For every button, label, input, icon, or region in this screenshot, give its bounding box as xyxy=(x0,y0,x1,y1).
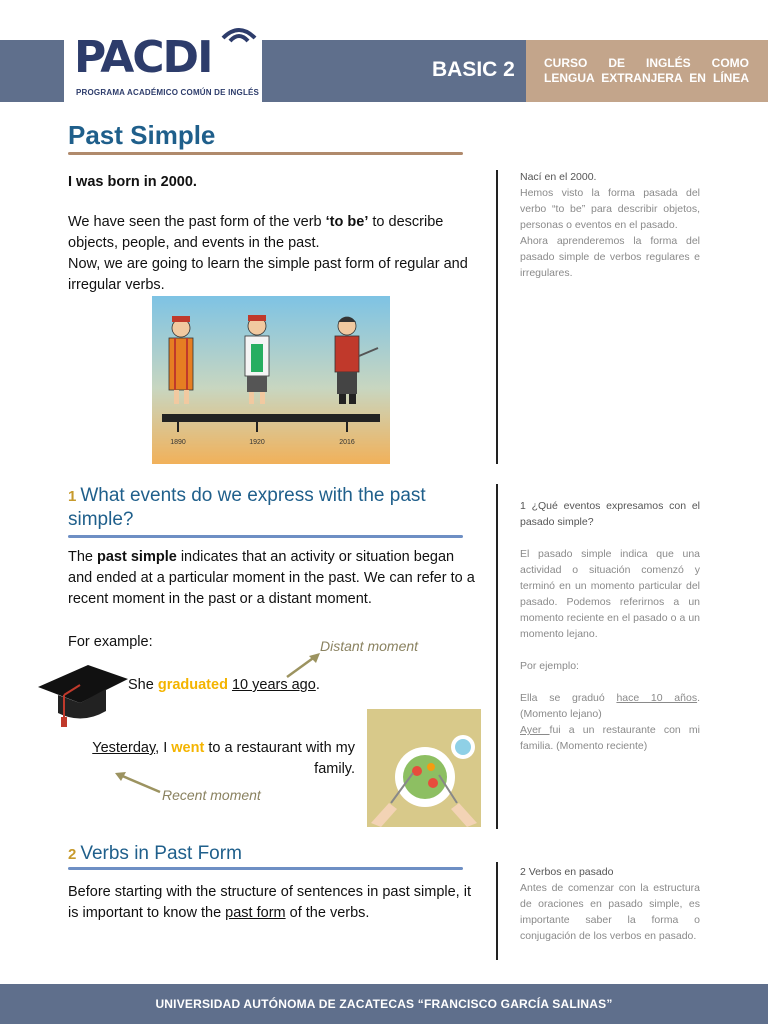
sidebar-divider xyxy=(496,170,498,464)
title-divider xyxy=(68,152,463,155)
section-2-paragraph: Before starting with the structure of sentences in past simple, it is important to know the past form of the verbs. xyxy=(68,884,471,921)
arrow-icon xyxy=(284,650,322,680)
section-1-heading: 1 What events do we express with the past simple? xyxy=(68,485,426,530)
timeline-illustration xyxy=(152,296,390,464)
page-title: Past Simple xyxy=(68,120,216,150)
section-number: 2 xyxy=(68,846,77,863)
sidebar-divider xyxy=(496,862,498,960)
sidebar-heading: 2 Verbos en pasado xyxy=(520,866,614,878)
graduation-cap-icon xyxy=(36,655,128,729)
course-box xyxy=(526,40,768,102)
sidebar-heading: Nací en el 2000. xyxy=(520,171,597,183)
year-label: 1920 xyxy=(249,439,265,446)
logo-subtitle: PROGRAMA ACADÉMICO COMÚN DE INGLÉS xyxy=(76,88,260,97)
for-example-label: For example: xyxy=(68,634,153,650)
sidebar-heading: 1 ¿Qué eventos expresamos con el pasado simple? xyxy=(520,500,700,528)
section-divider xyxy=(68,867,463,870)
section-2-heading: 2 Verbs in Past Form xyxy=(68,843,242,864)
sidebar-block-2: 1 ¿Qué eventos expresamos con el pasado simple? El pasado simple indica que una actividad o situación comenzó y terminó en un momento particular del pasado. Podemos referirnos a un momento reciente en el pasado o a un momento lejano. Por ejemplo: Ella se graduó hace 10 años. (Momento lejano) Ayer fui a un restaurante con mi familia. (Momento reciente) xyxy=(520,500,700,752)
level-label: BASIC 2 xyxy=(432,58,515,81)
section-divider xyxy=(68,535,463,538)
time-expression: Yesterday xyxy=(92,740,156,756)
logo-wordmark: PACDI xyxy=(74,32,212,83)
meal-plate-illustration xyxy=(367,709,481,827)
past-verb-highlight: graduated xyxy=(157,677,228,693)
page-header xyxy=(0,0,768,102)
arrow-icon xyxy=(112,770,164,796)
year-label: 2016 xyxy=(339,439,355,446)
sidebar-block-3: 2 Verbos en pasado Antes de comenzar con la estructura de oraciones en pasado simple, es importante saber la forma o conjugación de los verbos en pasado. xyxy=(520,866,700,942)
wifi-icon xyxy=(219,22,259,44)
past-verb-highlight: went xyxy=(171,740,205,756)
intro-paragraph: We have seen the past form of the verb ‘to be’ to describe objects, people, and events in the past. Now, we are going to learn the simple past form of regular and irregular verbs. xyxy=(68,214,468,293)
section-1-paragraph: The past simple indicates that an activity or situation began and ended at a particular moment in the past. We can refer to a recent moment in the past or a distant moment. xyxy=(68,549,475,607)
section-number: 1 xyxy=(68,488,77,505)
example-2: Yesterday, I went to a restaurant with my family. xyxy=(92,740,355,777)
footer-text: UNIVERSIDAD AUTÓNOMA DE ZACATECAS “FRANCISCO GARCÍA SALINAS” xyxy=(155,997,613,1011)
sidebar-block-1: Nací en el 2000. Hemos visto la forma pasada del verbo “to be” para describir objetos, personas o eventos en el pasado. Ahora aprenderemos la forma del pasado simple de verbos regulares e irregulares. xyxy=(520,171,700,279)
sidebar-divider xyxy=(496,484,498,829)
intro-sentence: I was born in 2000. xyxy=(68,174,197,190)
distant-moment-label: Distant moment xyxy=(320,638,419,654)
time-expression: 10 years ago xyxy=(231,677,316,693)
example-1: She graduated 10 years ago. xyxy=(128,677,320,693)
year-label: 1890 xyxy=(170,439,186,446)
recent-moment-label: Recent moment xyxy=(162,787,261,803)
figure-1920 xyxy=(245,315,269,404)
logo xyxy=(64,24,262,102)
to-be-term: ‘to be’ xyxy=(325,214,369,230)
page-footer xyxy=(0,984,768,1024)
course-title: CURSO DE INGLÉS COMO LENGUA EXTRANJERA EN LÍNEA xyxy=(544,56,749,85)
